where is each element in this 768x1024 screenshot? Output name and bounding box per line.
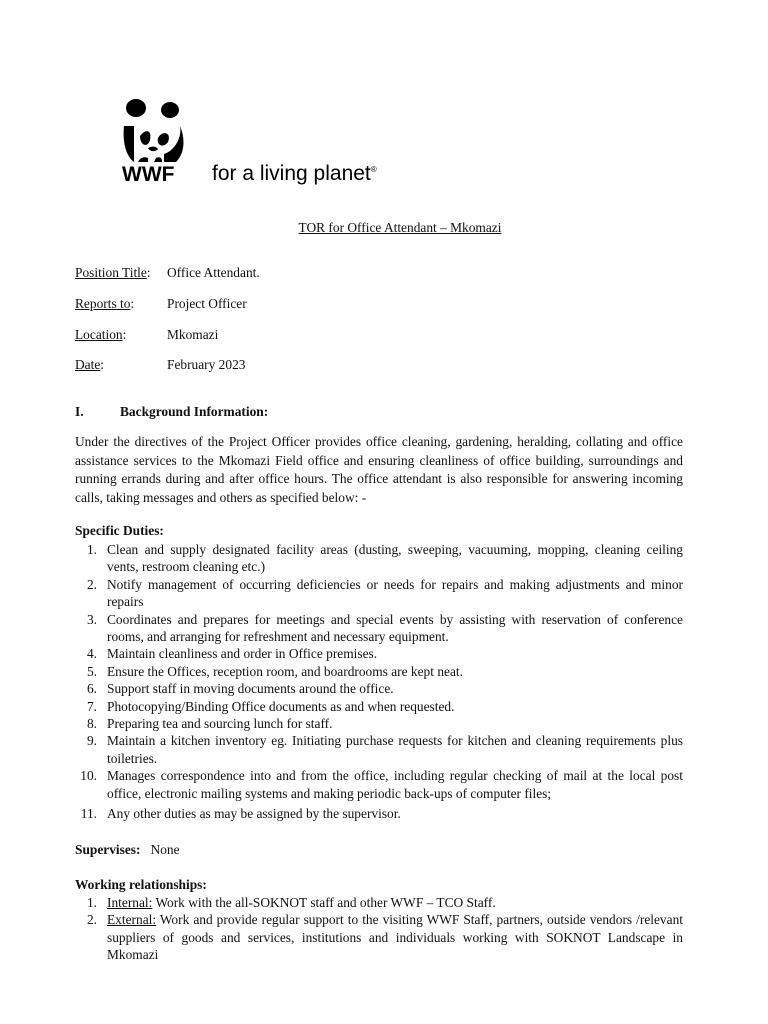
list-item: 8. Preparing tea and sourcing lunch for staff. bbox=[86, 716, 333, 732]
list-item: 5. Ensure the Offices, reception room, and boardrooms are kept neat. bbox=[86, 663, 463, 679]
list-item: 7. Photocopying/Binding Office documents as and when requested. bbox=[86, 698, 455, 714]
list-item: 2. Notify management of occurring deficiencies or needs for repairs and making adjustments and minor repairs bbox=[86, 576, 683, 610]
background-paragraph: Under the directives of the Project Officer provides office cleaning, gardening, heralding, collating and office assistance services to the Mkomazi Field office and ensuring cleanliness of office building, surroundings and running errands during and after office hours. The office attendant is also responsible for answering incoming calls, taking messages and others as specified below: - bbox=[75, 434, 683, 505]
field-label-reports-to: Reports to: bbox=[75, 296, 135, 311]
document-title: TOR for Office Attendant – Mkomazi bbox=[298, 220, 502, 235]
list-item: 1. Clean and supply designated facility areas (dusting, sweeping, vacuuming, mopping, cleaning ceiling vents, restroom cleaning etc.) bbox=[86, 542, 683, 575]
field-value-reports-to: Project Officer bbox=[167, 296, 247, 311]
field-label-position-title: Position Title: bbox=[75, 265, 151, 280]
list-item: 9. Maintain a kitchen inventory eg. Initiating purchase requests for kitchen and cleaning requirements plus toiletries. bbox=[86, 733, 683, 766]
wwf-wordmark: WWF bbox=[122, 163, 175, 186]
list-item: 10. Manages correspondence into and from the office, including regular checking of mail at the local post office, electronic mailing systems and making periodic back-ups of computer files; bbox=[80, 768, 683, 801]
list-item: 11. Any other duties as may be assigned by the supervisor. bbox=[80, 806, 401, 822]
field-value-position-title: Office Attendant. bbox=[167, 265, 260, 280]
field-label-location: Location: bbox=[75, 327, 127, 342]
list-item: 4. Maintain cleanliness and order in Office premises. bbox=[86, 646, 378, 662]
relationships-list bbox=[75, 894, 683, 964]
list-item: 6. Support staff in moving documents around the office. bbox=[86, 681, 394, 697]
field-value-location: Mkomazi bbox=[167, 327, 219, 342]
section-heading: Background Information: bbox=[120, 404, 269, 419]
field-label-date: Date: bbox=[75, 357, 105, 372]
list-item: 2. External: Work and provide regular support to the visiting WWF Staff, partners, outside vendors /relevant suppliers of goods and services, institutions and individuals working with SOKNOT Landscape in Mkomazi bbox=[86, 912, 683, 963]
relationships-heading: Working relationships: bbox=[75, 877, 207, 892]
duties-list bbox=[75, 541, 683, 823]
list-item: 1. Internal: Work with the all-SOKNOT staff and other WWF – TCO Staff. bbox=[86, 895, 496, 910]
list-item: 3. Coordinates and prepares for meetings and special events by assisting with reservation of conference rooms, and arranging for refreshment and necessary equipment. bbox=[86, 611, 683, 645]
section-number: I. bbox=[75, 404, 84, 419]
field-value-date: February 2023 bbox=[167, 357, 246, 372]
logo-tagline: for a living planet® bbox=[212, 162, 377, 185]
duties-heading: Specific Duties: bbox=[75, 523, 164, 538]
supervises-line: Supervises: None bbox=[75, 842, 180, 857]
